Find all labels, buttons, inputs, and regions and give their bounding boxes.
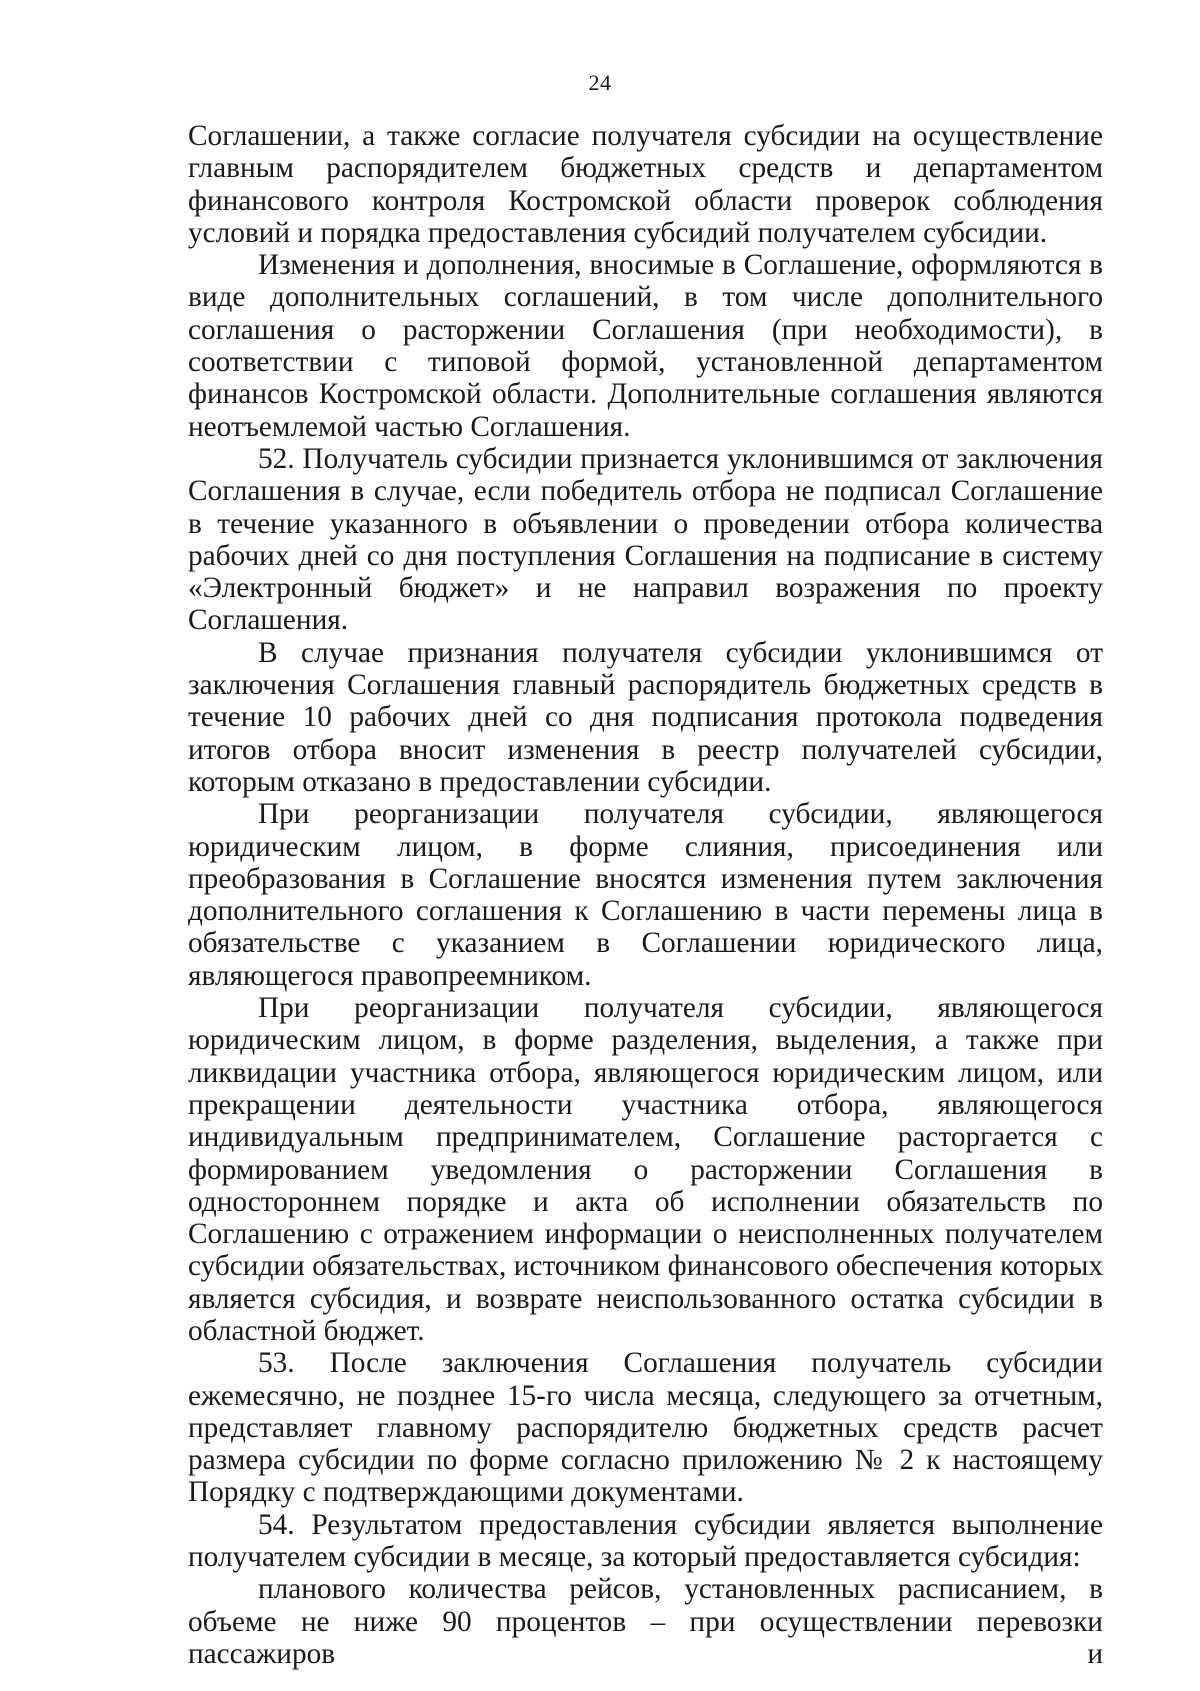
paragraph-continuation: Соглашении, а также согласие получателя субсидии на осуществление главным распорядителем бюджетных средств и департаментом финансового контроля Костромской области проверок соблюдения условий и порядка предоставления субсидий получателем субсидии. (188, 120, 1103, 249)
paragraph-reorganization-merger: При реорганизации получателя субсидии, являющегося юридическим лицом, в форме слияния, присоединения или преобразования в Соглашение вносятся изменения путем заключения дополнительного соглашения к Соглашению в части перемены лица в обязательстве с указанием в Соглашении юридического лица, являющегося правопреемником. (188, 798, 1103, 992)
page-number: 24 (588, 70, 612, 95)
paragraph-clause-52: 52. Получатель субсидии признается уклонившимся от заключения Соглашения в случае, если победитель отбора не подписал Соглашение в течение указанного в объявлении о проведении отбора количества рабочих дней со дня поступления Соглашения на подписание в систему «Электронный бюджет» и не направил возражения по проекту Соглашения. (188, 442, 1103, 637)
paragraph-planned-trips: планового количества рейсов, установленных расписанием, в объеме не ниже 90 процентов – при осуществлении перевозки пассажиров и (188, 1573, 1103, 1670)
paragraph-clause-53: 53. После заключения Соглашения получатель субсидии ежемесячно, не позднее 15-го числа месяца, следующего за отчетным, представляет главному распорядителю бюджетных средств расчет размера субсидии по форме согласно приложению № 2 к настоящему Порядку с подтверждающими документами. (188, 1347, 1103, 1509)
paragraph-reorganization-division: При реорганизации получателя субсидии, являющегося юридическим лицом, в форме разделения, выделения, а также при ликвидации участника отбора, являющегося юридическим лицом, или прекращении деятельности участника отбора, являющегося индивидуальным предпринимателем, Соглашение расторгается с формированием уведомления о расторжении Соглашения в одностороннем порядке и акта об исполнении обязательств по Соглашению с отражением информации о неисполненных получателем субсидии обязательствах, источником финансового обеспечения которых является субсидия, и возврате неиспользованного остатка субсидии в областной бюджет. (188, 992, 1103, 1347)
document-body (188, 120, 1103, 1670)
paragraph-clause-54: 54. Результатом предоставления субсидии является выполнение получателем субсидии в месяце, за который предоставляется субсидия: (188, 1508, 1103, 1574)
paragraph-evasion-case: В случае признания получателя субсидии уклонившимся от заключения Соглашения главный распорядитель бюджетных средств в течение 10 рабочих дней со дня подписания протокола подведения итогов отбора вносит изменения в реестр получателей субсидии, которым отказано в предоставлении субсидии. (188, 636, 1103, 798)
paragraph-amendments: Изменения и дополнения, вносимые в Соглашение, оформляются в виде дополнительных соглашений, в том числе дополнительного соглашения о расторжении Соглашения (при необходимости), в соответствии с типовой формой, установленной департаментом финансов Костромской области. Дополнительные соглашения являются неотъемлемой частью Соглашения. (188, 249, 1103, 443)
